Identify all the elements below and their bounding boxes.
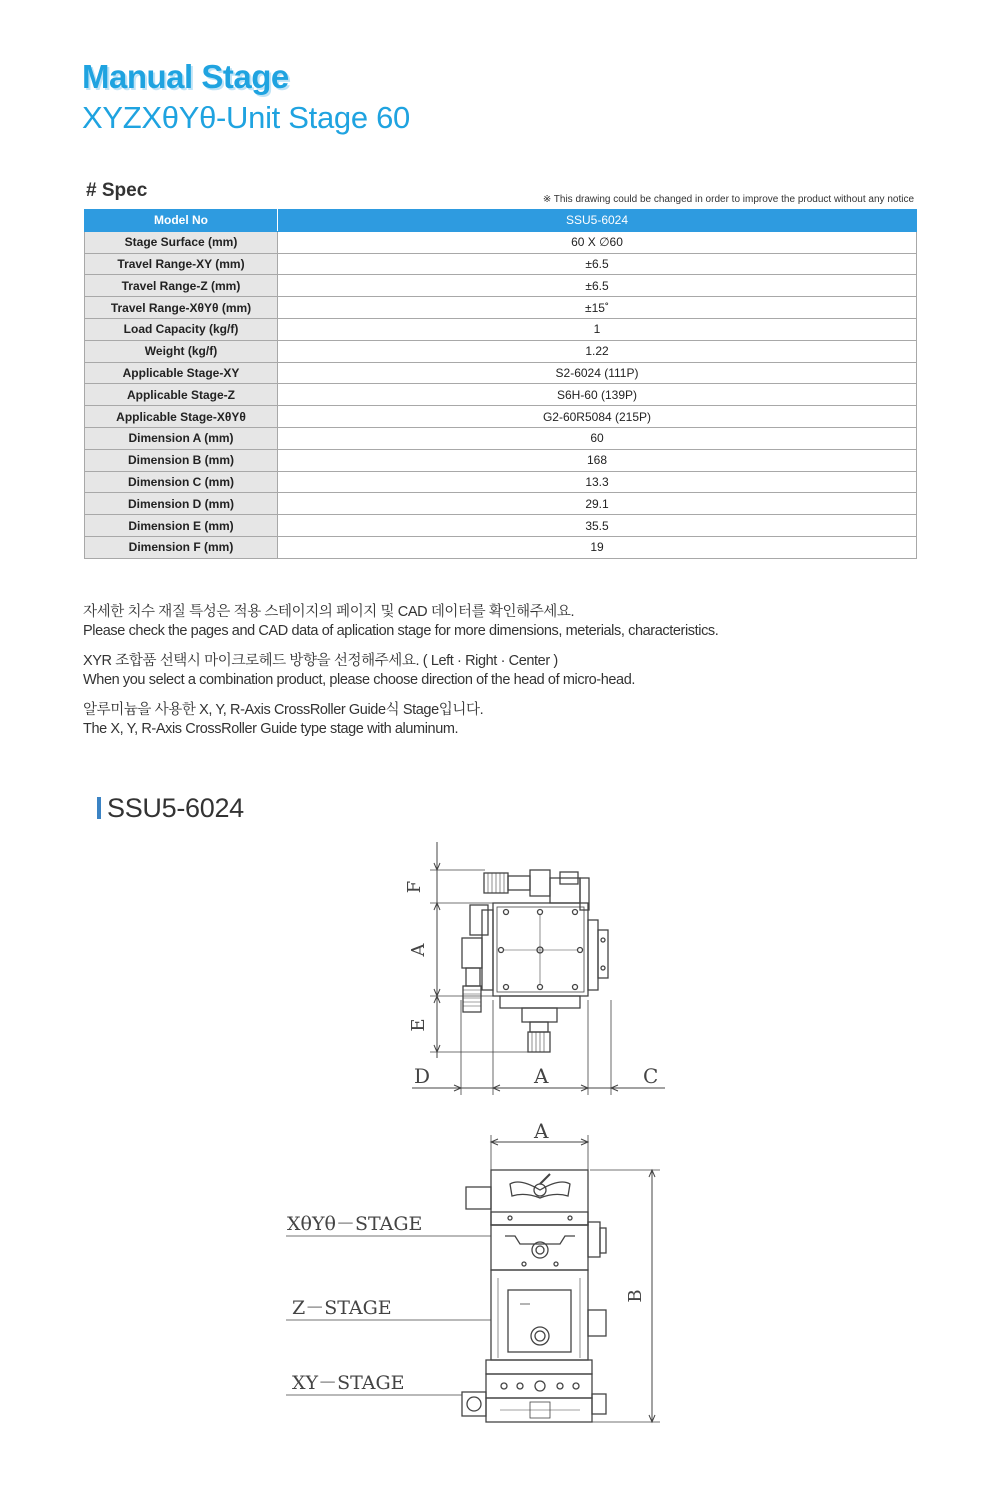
note-3-en: The X, Y, R-Axis CrossRoller Guide type stage with aluminum. [83, 721, 459, 737]
dim-a-vertical-label: A [408, 943, 429, 957]
spec-label: Dimension C (mm) [85, 471, 278, 493]
spec-label: Applicable Stage-XθYθ [85, 406, 278, 428]
spec-label: Applicable Stage-XY [85, 362, 278, 384]
spec-value: ±15˚ [278, 297, 917, 319]
spec-label: Dimension B (mm) [85, 449, 278, 471]
spec-label: Weight (kg/f) [85, 340, 278, 362]
section-title-text: SSU5-6024 [107, 793, 244, 823]
spec-value: S2-6024 (111P) [278, 362, 917, 384]
spec-value: G2-60R5084 (215P) [278, 406, 917, 428]
note-1-en: Please check the pages and CAD data of aplication stage for more dimensions, meterials, characteristics. [83, 623, 719, 639]
spec-value: 13.3 [278, 471, 917, 493]
dim-d-label: D [414, 1064, 431, 1088]
dim-a-label: A [534, 1064, 549, 1088]
front-dim-a-label: A [534, 1119, 549, 1143]
spec-value: 1.22 [278, 340, 917, 362]
page-title: Manual Stage [82, 58, 289, 95]
spec-label: Stage Surface (mm) [85, 231, 278, 253]
spec-value: 35.5 [278, 515, 917, 537]
spec-value: 19 [278, 536, 917, 558]
spec-value: SSU5-6024 [278, 210, 917, 232]
dim-c-label: C [643, 1064, 659, 1088]
spec-value: 1 [278, 318, 917, 340]
spec-label: Model No [85, 210, 278, 232]
spec-value: 60 X ∅60 [278, 231, 917, 253]
spec-label: Travel Range-Z (mm) [85, 275, 278, 297]
top-view [404, 842, 665, 1095]
spec-label: Applicable Stage-Z [85, 384, 278, 406]
label-xy-stage: XY－STAGE [292, 1372, 405, 1394]
note-2-en: When you select a combination product, please choose direction of the head of micro-head. [83, 672, 635, 688]
front-dim-b-label: B [625, 1289, 646, 1303]
label-z-stage: Z－STAGE [292, 1297, 392, 1319]
spec-value: 60 [278, 427, 917, 449]
spec-label: Dimension F (mm) [85, 536, 278, 558]
dim-f-label: F [404, 880, 425, 894]
spec-value: 29.1 [278, 493, 917, 515]
note-1-ko: 자세한 치수 재질 특성은 적용 스테이지의 페이지 및 CAD 데이터를 확인해주세요. [83, 604, 575, 620]
spec-value: ±6.5 [278, 275, 917, 297]
front-view [286, 1119, 660, 1422]
page-subtitle: XYZXθYθ-Unit Stage 60 [82, 100, 410, 135]
spec-heading: # Spec [86, 180, 148, 201]
spec-label: Dimension E (mm) [85, 515, 278, 537]
label-xtyt-stage: XθYθ－STAGE [287, 1213, 423, 1235]
spec-label: Load Capacity (kg/f) [85, 318, 278, 340]
spec-label: Travel Range-XθYθ (mm) [85, 297, 278, 319]
note-3-ko: 알루미늄을 사용한 X, Y, R-Axis CrossRoller Guide식 Stage입니다. [83, 702, 484, 718]
note-2-ko: XYR 조합품 선택시 마이크로헤드 방향을 선정해주세요. ( Left · Right · Center ) [83, 653, 558, 669]
spec-value: S6H-60 (139P) [278, 384, 917, 406]
spec-label: Dimension A (mm) [85, 427, 278, 449]
spec-notice: ※ This drawing could be changed in order to improve the product without any notice [542, 194, 914, 205]
spec-value: ±6.5 [278, 253, 917, 275]
spec-value: 168 [278, 449, 917, 471]
spec-label: Travel Range-XY (mm) [85, 253, 278, 275]
spec-label: Dimension D (mm) [85, 493, 278, 515]
dim-e-label: E [408, 1018, 429, 1032]
